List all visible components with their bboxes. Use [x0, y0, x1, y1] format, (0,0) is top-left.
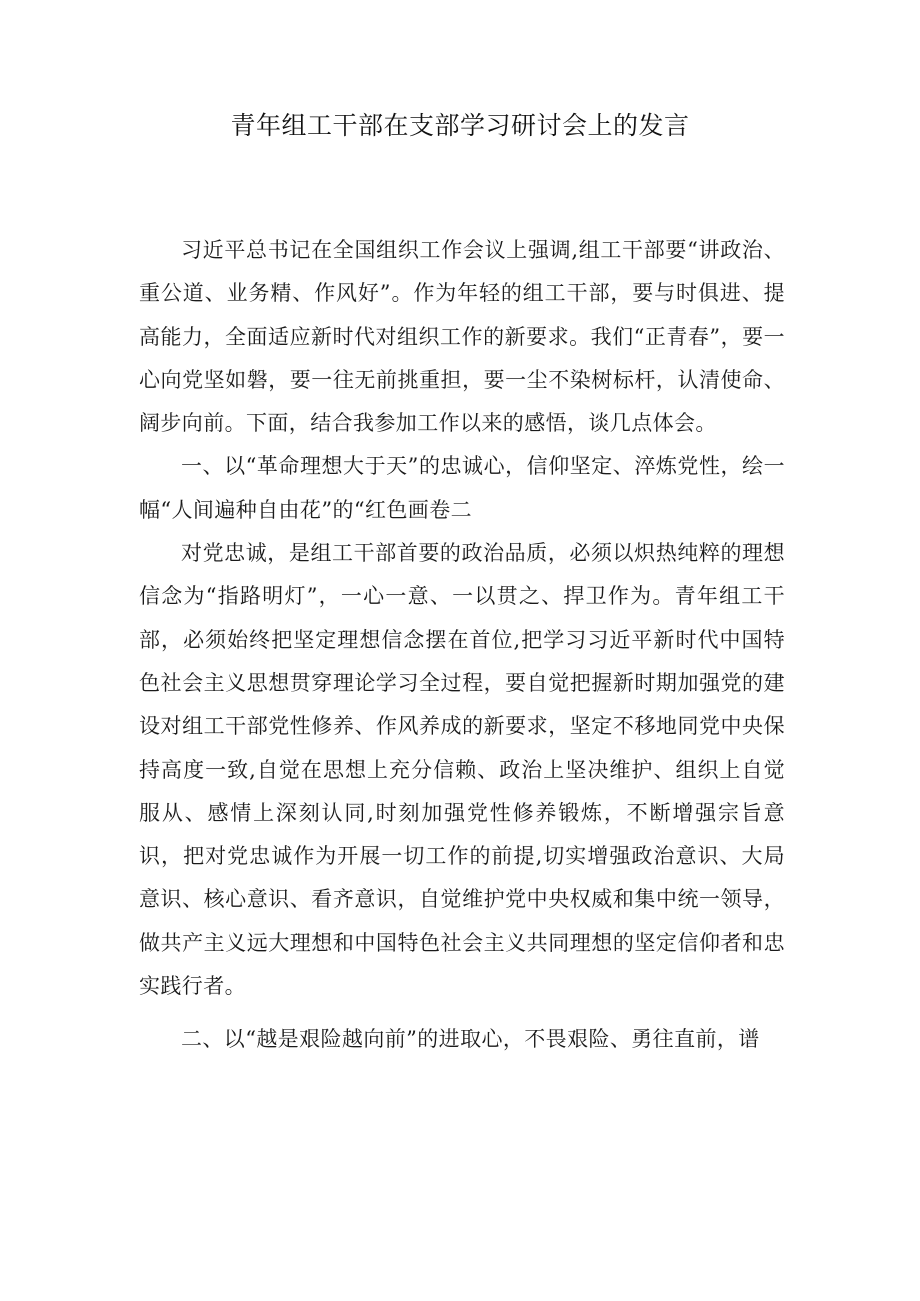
paragraph-heading-two: 二、以“越是艰险越向前”的进取心，不畏艰险、勇往直前，谱	[181, 1027, 760, 1052]
document-title: 青年组工干部在支部学习研讨会上的发言	[230, 111, 690, 140]
paragraph-loyalty: 对党忠诚，是组工干部首要的政治品质，必须以炽热纯粹的理想信念为“指路明灯”，一心一意、一以贯之、捍卫作为。青年组工干部，必须始终把坚定理想信念摆在首位,把学习习近平新时代中国特色社会主义思想贯穿理论学习全过程，要自觉把握新时期加强党的建设对组工干部党性修养、作风养成的新要求，坚定不移地同党中央保持高度一致,自觉在思想上充分信赖、政治上坚决维护、组织上自觉服从、感情上深刻认同,时刻加强党性修养锻炼，不断增强宗旨意识，把对党忠诚作为开展一切工作的前提,切实增强政治意识、大局意识、核心意识、看齐意识，自觉维护党中央权威和集中统一领导，做共产主义远大理想和中国特色社会主义共同理想的坚定信仰者和忠实践行者。	[139, 541, 785, 999]
paragraph-heading-one: 一、以“革命理想大于天”的忠诚心，信仰坚定、淬炼党性，绘一幅“人间遍种自由花”的“红色画卷二	[139, 454, 785, 522]
document-body	[139, 229, 785, 1062]
paragraph-intro: 习近平总书记在全国组织工作会议上强调,组工干部要“讲政治、重公道、业务精、作风好”。作为年轻的组工干部，要与时俱进、提高能力，全面适应新时代对组织工作的新要求。我们“正青春”，要一心向党坚如磐，要一往无前挑重担，要一尘不染树标杆，认清使命、阔步向前。下面，结合我参加工作以来的感悟，谈几点体会。	[139, 238, 785, 436]
